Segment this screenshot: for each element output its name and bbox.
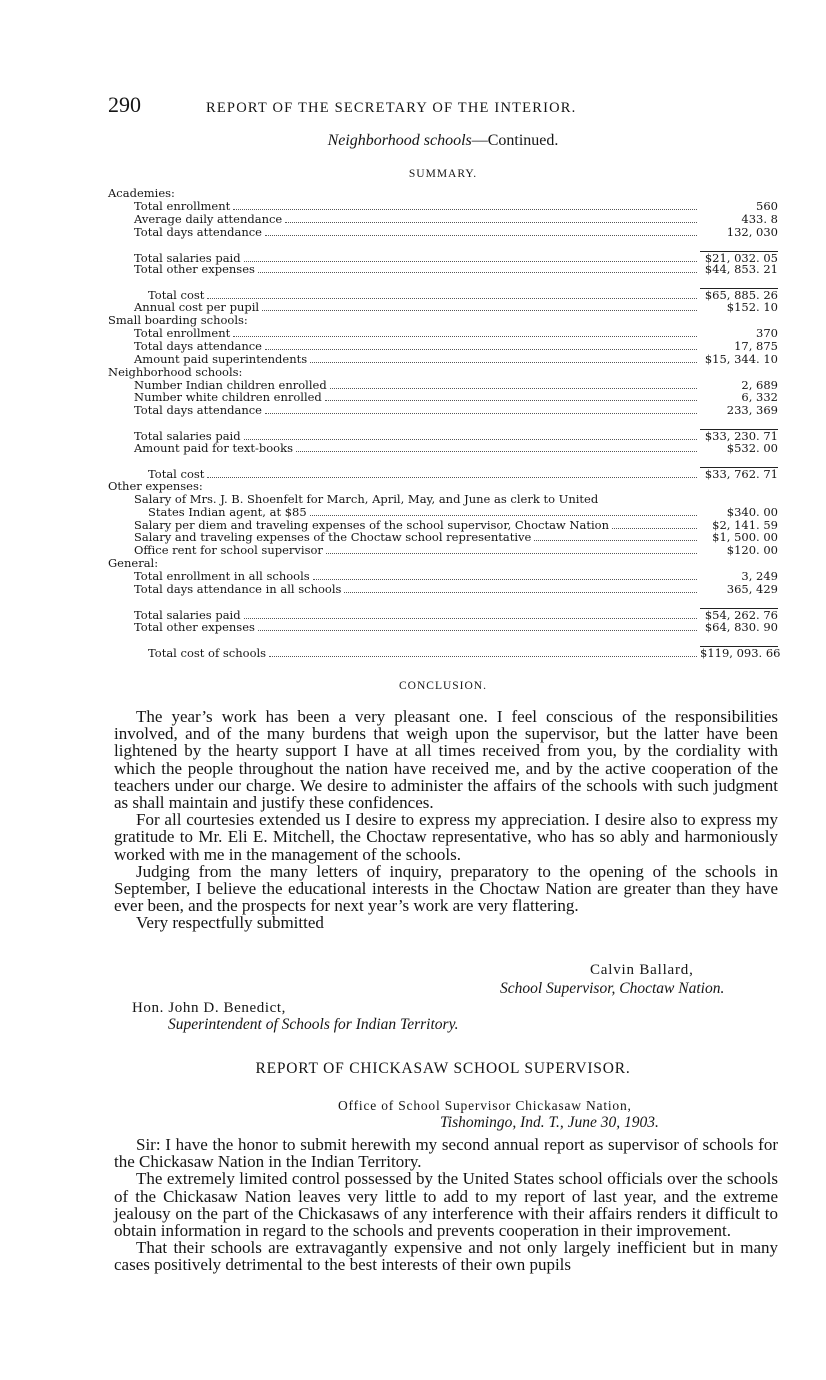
summary-label: Amount paid for text-books (134, 441, 293, 456)
summary-label: Amount paid superintendents (134, 351, 308, 366)
summary-value: $532. 00 (726, 441, 778, 456)
summary-label: Total cost of schools (148, 645, 267, 660)
summary-label: Total salaries paid (134, 250, 241, 265)
summary-value: 365, 429 (726, 582, 778, 597)
continued-title-italic: Neighborhood schools (327, 132, 472, 149)
summary-value: $152. 10 (726, 300, 778, 315)
dot-leader (207, 477, 697, 478)
dot-leader (258, 272, 697, 273)
summary-row (108, 263, 778, 276)
dot-leader (310, 362, 697, 363)
summary-value: 3, 249 (741, 569, 778, 584)
summary-value: 370 (756, 326, 778, 341)
dot-leader (313, 579, 697, 580)
conclusion-paragraph: Judging from the many letters of inquiry, preparatory to the opening of the schools in September, I believe the educational interests in the Choctaw Nation are greater than they have ever been, and the prospects for next year’s work are very flattering. (114, 861, 778, 916)
letter-text (114, 1136, 778, 1274)
dot-leader (265, 349, 697, 350)
summary-label: States Indian agent, at $85 (148, 504, 307, 519)
dot-leader (258, 630, 697, 631)
summary-label: Total cost (148, 467, 205, 482)
summary-label: Salary per diem and traveling expenses of the school supervisor, Choctaw Nation (134, 517, 609, 532)
summary-row (108, 353, 778, 366)
dot-leader (233, 336, 697, 337)
dot-leader (296, 451, 697, 452)
page-header (108, 92, 694, 118)
summary-row (108, 187, 778, 200)
summary-label: Total enrollment (134, 198, 231, 213)
addressee-name: Hon. John D. Benedict, (132, 1000, 287, 1016)
dot-leader (207, 298, 697, 299)
closing-line: Very respectfully submitted (136, 913, 324, 933)
summary-label: Total salaries paid (134, 607, 241, 622)
signature-name: Calvin Ballard, (590, 962, 694, 978)
summary-value: $15, 344. 10 (704, 351, 778, 366)
summary-label: Small boarding schools: (108, 313, 248, 328)
summary-label: Office rent for school supervisor (134, 543, 323, 558)
dot-leader (612, 528, 697, 529)
conclusion-heading: CONCLUSION. (399, 680, 487, 692)
report-title: REPORT OF CHICKASAW SCHOOL SUPERVISOR. (255, 1060, 631, 1077)
dot-leader (310, 515, 697, 516)
dot-leader (233, 209, 697, 210)
letter-paragraph: The extremely limited control possessed by the United States school officials over the schools of the Chickasaw Nation leaves very little to add to my report of last year, and the extreme jealousy on the part of the Chickasaws of any interference with their affairs renders it difficult to obtain information in regard to the schools and prevents cooperation in their improvement. (114, 1169, 778, 1241)
dot-leader (285, 222, 697, 223)
summary-value: $65, 885. 26 (700, 288, 778, 302)
summary-value: $54, 262. 76 (700, 608, 778, 622)
dot-leader (344, 592, 697, 593)
dot-leader (326, 553, 697, 554)
summary-heading: SUMMARY. (408, 168, 478, 180)
summary-value: $33, 230. 71 (700, 429, 778, 443)
summary-label: Total salaries paid (134, 429, 241, 444)
summary-value: $64, 830. 90 (704, 619, 778, 634)
summary-value: $21, 032. 05 (700, 251, 778, 265)
office-line: Office of School Supervisor Chickasaw Nation, (338, 1098, 632, 1113)
dot-leader (330, 388, 697, 389)
dot-leader (269, 656, 697, 657)
summary-label: Academies: (108, 186, 175, 200)
summary-row (108, 442, 778, 455)
summary-label: Salary of Mrs. J. B. Shoenfelt for March, April, May, and June as clerk to United (134, 491, 599, 506)
summary-label: Salary and traveling expenses of the Choctaw school representative (134, 530, 532, 545)
summary-label: Total enrollment (134, 326, 231, 341)
summary-row (108, 493, 778, 506)
summary-label: General: (108, 556, 159, 571)
dot-leader (265, 235, 697, 236)
summary-label: Average daily attendance (134, 211, 283, 226)
summary-label: Total days attendance (134, 403, 262, 418)
summary-value: $33, 762. 71 (700, 467, 778, 481)
summary-value: 6, 332 (741, 390, 778, 405)
summary-row (108, 621, 778, 634)
place-date: Tishomingo, Ind. T., June 30, 1903. (440, 1114, 659, 1131)
summary-value: 560 (756, 198, 778, 213)
summary-row (108, 506, 778, 519)
dot-leader (534, 540, 697, 541)
dot-leader (244, 618, 697, 619)
summary-value: 233, 369 (726, 403, 778, 418)
summary-label: Total days attendance in all schools (134, 582, 342, 597)
conclusion-paragraph: The year’s work has been a very pleasant one. I feel conscious of the responsibilities involved, and of the many burdens that weigh upon the supervisor, but the latter have been lightened by the hearty support I have at all times received from you, by the cordiality with which the people throughout the nation have received me, and by the active cooperation of the teachers under our charge. We desire to administer the affairs of the schools with such judgment as shall maintain and justify these confidences. (114, 707, 778, 813)
summary-row (108, 645, 781, 660)
summary-label: Total other expenses (134, 262, 255, 277)
summary-table (108, 186, 781, 660)
dot-leader (325, 400, 697, 401)
summary-value: 17, 875 (734, 338, 778, 353)
summary-row (108, 200, 778, 213)
addressee-title: Superintendent of Schools for Indian Territory. (168, 1016, 459, 1033)
summary-label: Other expenses: (108, 478, 203, 493)
letter-paragraph: That their schools are extravagantly expensive and not only largely inefficient but in many cases positively detrimental to the best interests of their own pupils (114, 1238, 778, 1275)
summary-row (108, 327, 778, 340)
summary-value: $120. 00 (726, 543, 778, 558)
summary-value: $1, 500. 00 (712, 530, 778, 545)
summary-row (108, 213, 778, 226)
summary-label: Total enrollment in all schools (134, 569, 310, 584)
summary-label: Total days attendance (134, 338, 262, 353)
summary-label: Neighborhood schools: (108, 364, 243, 379)
dot-leader (265, 413, 697, 414)
running-title: REPORT OF THE SECRETARY OF THE INTERIOR. (206, 100, 577, 116)
dot-leader (244, 261, 697, 262)
conclusion-paragraph: For all courtesies extended us I desire to express my appreciation. I desire also to express my gratitude to Mr. Eli E. Mitchell, the Choctaw representative, who has so ably and harmoniously worked with me in the management of the schools. (114, 810, 778, 864)
summary-value: $44, 853. 21 (704, 262, 778, 277)
summary-value: 2, 689 (741, 377, 778, 392)
summary-label: Number white children enrolled (134, 390, 322, 405)
dot-leader (262, 310, 697, 311)
summary-label: Total days attendance (134, 224, 262, 239)
page-number: 290 (108, 92, 141, 117)
summary-value: $2, 141. 59 (712, 517, 778, 532)
summary-row (108, 608, 778, 621)
summary-label: Total other expenses (134, 619, 255, 634)
summary-label: Annual cost per pupil (134, 300, 260, 315)
summary-label: Number Indian children enrolled (134, 377, 327, 392)
summary-row (108, 467, 778, 480)
summary-value: 132, 030 (726, 224, 778, 239)
continued-title-rest: —Continued. (471, 132, 559, 149)
summary-row (108, 226, 778, 239)
signature-title: School Supervisor, Choctaw Nation. (500, 980, 725, 997)
letter-paragraph: Sir: I have the honor to submit herewith my second annual report as supervisor of schools for the Chickasaw Nation in the Indian Territory. (114, 1135, 778, 1172)
summary-row (108, 404, 778, 417)
continued-title (108, 132, 778, 150)
summary-label: Total cost (148, 288, 205, 303)
summary-value: $119, 093. 66 (700, 645, 781, 660)
summary-value: 433. 8 (741, 211, 778, 226)
summary-row (108, 340, 778, 353)
dot-leader (244, 439, 697, 440)
summary-row (108, 480, 778, 493)
summary-value: $340. 00 (726, 504, 778, 519)
summary-row (108, 366, 778, 379)
summary-row (108, 544, 778, 557)
summary-row (108, 583, 778, 596)
conclusion-text (114, 708, 778, 932)
